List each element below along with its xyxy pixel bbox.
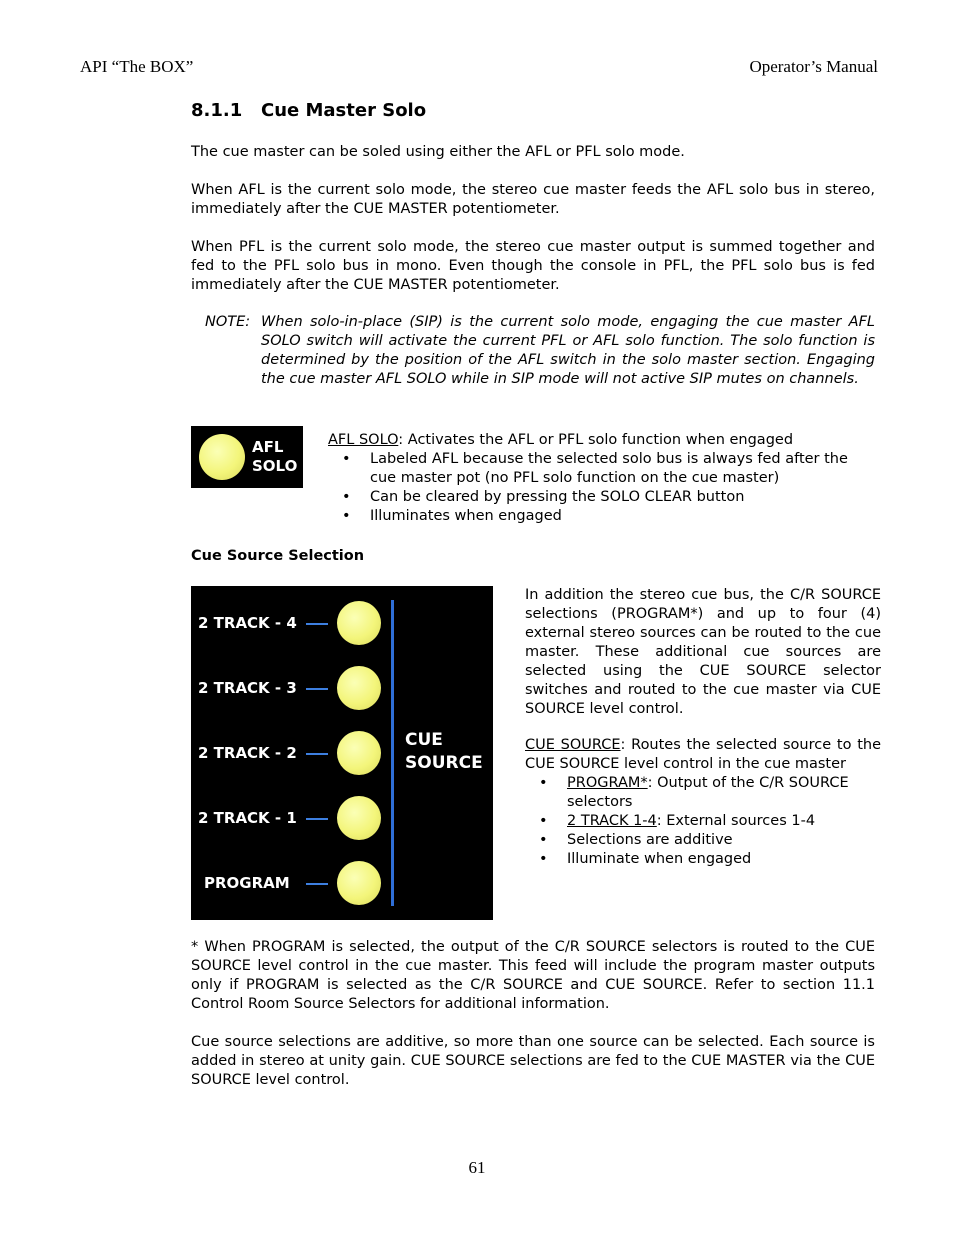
cue-source-definition xyxy=(525,736,881,774)
cue-source-heading: Cue Source Selection xyxy=(191,548,365,564)
cue-source-label xyxy=(405,729,483,775)
cue-source-desc: : Routes the selected source to the CUE SOURCE level control in the cue master xyxy=(525,737,881,772)
lamp-program xyxy=(337,861,381,905)
paragraph-additive: Cue source selections are additive, so more than one source can be selected. Each source is added in stereo at unity gain. CUE SOURCE selections are fed to the CUE MASTER via the CUE SOURCE level control. xyxy=(191,1034,875,1088)
cue-label-line2: SOURCE xyxy=(405,753,483,773)
lamp-2track-2 xyxy=(337,731,381,775)
section-number: 8.1.1 xyxy=(191,100,243,121)
header-manual: Operator’s Manual xyxy=(749,57,878,76)
cue-source-description xyxy=(525,586,881,869)
paragraph-intro: The cue master can be soled using either the AFL or PFL solo mode. xyxy=(191,144,685,160)
afl-solo-desc: : Activates the AFL or PFL solo function when engaged xyxy=(398,432,794,448)
afl-label: AFL xyxy=(252,438,284,456)
cue-source-intro: In addition the stereo cue bus, the C/R SOURCE selections (PROGRAM*) and up to four (4) external stereo sources can be routed to the cue master. These additional cue sources are selected using the CUE SOURCE selector switches and routed to the cue master via CUE SOURCE level control. xyxy=(525,587,881,717)
list-item: • Illuminates when engaged xyxy=(328,507,878,526)
afl-solo-lamp xyxy=(199,434,245,480)
note-block xyxy=(205,313,875,389)
cue-label-line1: CUE xyxy=(405,730,443,750)
list-item xyxy=(525,812,881,831)
connector-line xyxy=(306,623,328,625)
section-heading xyxy=(191,100,426,121)
row-label-2track-4: 2 TRACK - 4 xyxy=(198,614,297,632)
row-label-2track-2: 2 TRACK - 2 xyxy=(198,744,297,762)
page-number: 61 xyxy=(468,1158,486,1177)
afl-solo-bullets xyxy=(328,450,878,526)
row-label-2track-1: 2 TRACK - 1 xyxy=(198,809,297,827)
paragraph-pfl: When PFL is the current solo mode, the stereo cue master output is summed together and fed to the PFL solo bus in mono. Even though the console in PFL, the PFL solo bus is fed immediately after the CUE MASTER potentiometer. xyxy=(191,239,875,293)
bus-line xyxy=(391,600,394,906)
connector-line xyxy=(306,753,328,755)
afl-solo-term: AFL SOLO xyxy=(328,432,399,448)
note-text: When solo-in-place (SIP) is the current solo mode, engaging the cue master AFL SOLO switch will activate the current PFL or AFL solo function. The solo function is determined by the position of the AFL switch in the solo master section. Engaging the cue master AFL SOLO while in SIP mode will not active SIP mutes on channels. xyxy=(261,314,875,387)
cue-source-bullets xyxy=(525,774,881,869)
cue-source-term: CUE SOURCE xyxy=(525,737,621,753)
list-item: • Selections are additive xyxy=(525,831,881,850)
afl-solo-button-image xyxy=(191,426,303,488)
section-title: Cue Master Solo xyxy=(261,100,427,121)
header-title: API “The BOX” xyxy=(80,57,194,76)
2track-desc: : External sources 1-4 xyxy=(656,813,816,829)
connector-line xyxy=(306,818,328,820)
row-label-2track-3: 2 TRACK - 3 xyxy=(198,679,297,697)
list-item: • Illuminate when engaged xyxy=(525,850,881,869)
cue-source-panel-image xyxy=(191,586,493,920)
lamp-2track-3 xyxy=(337,666,381,710)
list-item: • Labeled AFL because the selected solo bus is always fed after the cue master pot (no PFL solo function on the cue master) xyxy=(328,450,878,488)
list-item xyxy=(525,774,881,812)
row-label-program: PROGRAM xyxy=(204,874,290,892)
program-desc: : Output of the C/R SOURCE selectors xyxy=(567,775,849,810)
paragraph-program-note: * When PROGRAM is selected, the output of the C/R SOURCE selectors is routed to the CUE SOURCE level control in the cue master. This feed will include the program master outputs only if PROGRAM is selected as the C/R SOURCE and CUE SOURCE. Refer to section 11.1 Control Room Source Selectors for additional information. xyxy=(191,939,875,1012)
note-label: NOTE: xyxy=(205,314,251,330)
paragraph-afl: When AFL is the current solo mode, the stereo cue master feeds the AFL solo bus in stereo, immediately after the CUE MASTER potentiometer. xyxy=(191,182,875,217)
2track-term: 2 TRACK 1-4 xyxy=(567,813,657,829)
solo-label: SOLO xyxy=(252,457,298,475)
list-item: • Can be cleared by pressing the SOLO CLEAR button xyxy=(328,488,878,507)
lamp-2track-4 xyxy=(337,601,381,645)
afl-solo-description xyxy=(328,431,878,526)
lamp-2track-1 xyxy=(337,796,381,840)
connector-line xyxy=(306,688,328,690)
program-term: PROGRAM* xyxy=(567,775,648,791)
connector-line xyxy=(306,883,328,885)
